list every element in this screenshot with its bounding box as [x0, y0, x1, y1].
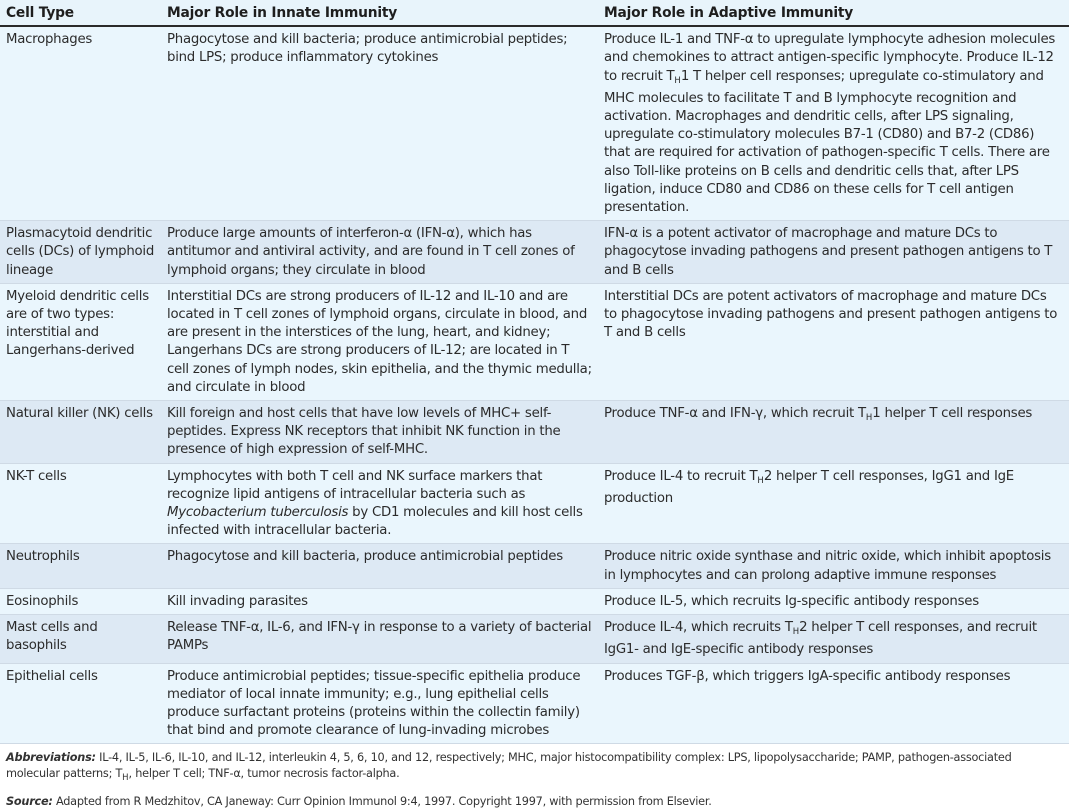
adaptive-role: Produce IL-5, which recruits Ig-specific antibody responses [598, 588, 1069, 614]
cell-type: Macrophages [0, 26, 161, 221]
cell-type: Mast cells and basophils [0, 615, 161, 663]
source-note: Source: Adapted from R Medzhitov, CA Janeway: Curr Opinion Immunol 9:4, 1997. Copyright 1997, with permission from Elsevier. [6, 795, 712, 809]
adaptive-role: Produce IL-1 and TNF-α to upregulate lymphocyte adhesion molecules and chemokines to attract antigen-specific lymphocyte. Produce IL-12 to recruit $T_H1$ T helper cell responses; upregulate co-stimulatory and MHC molecules to facilitate T and B lymphocyte recognition and activation. Macrophages and dendritic cells, after LPS signaling, upregulate co-stimulatory molecules B7-1 (CD80) and B7-2 (CD86) that are required for activation of pathogen-specific T cells. There are also Toll-like proteins on B cells and dendritic cells that, after LPS ligation, induce CD80 and CD86 on these cells for T cell antigen presentation. [598, 26, 1069, 221]
subscript: H [122, 773, 129, 784]
species-name: Mycobacterium tuberculosis [167, 505, 349, 521]
cell-type: Epithelial cells [0, 663, 161, 744]
subscript: H [674, 75, 681, 86]
subscript: H [792, 627, 800, 638]
subscript: H [865, 413, 873, 424]
cell-type: Neutrophils [0, 544, 161, 588]
abbreviations-note: Abbreviations: IL-4, IL-5, IL-6, IL-10, and IL-12, interleukin 4, 5, 6, 10, and 12, respectively; MHC, major histocompatibility complex: LPS, lipopolysaccharide; PAMP, pathogen-associated molecular patterns; $T_H$, helper T cell; TNF-α, tumor necrosis factor-alpha. [6, 751, 1012, 784]
table-row [0, 663, 1069, 744]
table-row [0, 221, 1069, 284]
table-row [0, 26, 1069, 221]
innate-role: Phagocytose and kill bacteria, produce antimicrobial peptides [161, 544, 598, 588]
innate-role: Phagocytose and kill bacteria; produce antimicrobial peptides; bind LPS; produce inflammatory cytokines [161, 26, 598, 221]
adaptive-role: Produce TNF-α and IFN-γ, which recruit $T_H1$ helper T cell responses [598, 401, 1069, 464]
innate-role: Kill invading parasites [161, 588, 598, 614]
adaptive-role: Produce IL-4 to recruit $T_H2$ helper T cell responses, IgG1 and IgE production [598, 463, 1069, 544]
adaptive-role: IFN-α is a potent activator of macrophage and mature DCs to phagocytose invading pathogens and present pathogen antigens to T and B cells [598, 221, 1069, 284]
abbreviations-label: Abbreviations: [6, 751, 96, 765]
table-row [0, 588, 1069, 614]
cell-type: Natural killer (NK) cells [0, 401, 161, 464]
innate-role: Lymphocytes with both T cell and NK surface markers that recognize lipid antigens of intracellular bacteria such as Mycobacterium tuberculosis by CD1 molecules and kill host cells infected with intracellular bacteria. [161, 463, 598, 544]
table-row [0, 401, 1069, 464]
cell-type: Myeloid dendritic cells are of two types: interstitial and Langerhans-derived [0, 283, 161, 400]
header-cell-type: Cell Type [0, 0, 161, 26]
cell-type: Eosinophils [0, 588, 161, 614]
header-innate-role: Major Role in Innate Immunity [161, 0, 598, 26]
innate-role: Kill foreign and host cells that have low levels of MHC+ self-peptides. Express NK receptors that inhibit NK function in the presence of high expression of self-MHC. [161, 401, 598, 464]
innate-role: Produce antimicrobial peptides; tissue-specific epithelia produce mediator of local innate immunity; e.g., lung epithelial cells produce surfactant proteins (proteins within the collectin family) that bind and promote clearance of lung-invading microbes [161, 663, 598, 744]
table-row [0, 615, 1069, 663]
subscript: H [757, 475, 764, 486]
adaptive-role: Interstitial DCs are potent activators of macrophage and mature DCs to phagocytose invading pathogens and present pathogen antigens to T and B cells [598, 283, 1069, 400]
adaptive-role: Produce IL-4, which recruits $T_H2$ helper T cell responses, and recruit IgG1- and IgE-specific antibody responses [598, 615, 1069, 663]
innate-role: Interstitial DCs are strong producers of IL-12 and IL-10 and are located in T cell zones of lymphoid organs, circulate in blood, and are present in the interstices of the lung, heart, and kidney; Langerhans DCs are strong producers of IL-12; are located in T cell zones of lymph nodes, skin epithelia, and the thymic medulla; and circulate in blood [161, 283, 598, 400]
cell-type: Plasmacytoid dendritic cells (DCs) of lymphoid lineage [0, 221, 161, 284]
innate-role: Produce large amounts of interferon-α (IFN-α), which has antitumor and antiviral activity, and are found in T cell zones of lymphoid organs; they circulate in blood [161, 221, 598, 284]
cell-type: NK-T cells [0, 463, 161, 544]
source-label: Source: [6, 795, 53, 809]
table-row [0, 544, 1069, 588]
table-row [0, 463, 1069, 544]
innate-role: Release TNF-α, IL-6, and IFN-γ in response to a variety of bacterial PAMPs [161, 615, 598, 663]
table-row [0, 283, 1069, 400]
table-footnotes [0, 744, 1069, 810]
adaptive-role: Produce nitric oxide synthase and nitric oxide, which inhibit apoptosis in lymphocytes and can prolong adaptive immune responses [598, 544, 1069, 588]
header-adaptive-role: Major Role in Adaptive Immunity [598, 0, 1069, 26]
table-header-row [0, 0, 1069, 26]
adaptive-role: Produces TGF-β, which triggers IgA-specific antibody responses [598, 663, 1069, 744]
